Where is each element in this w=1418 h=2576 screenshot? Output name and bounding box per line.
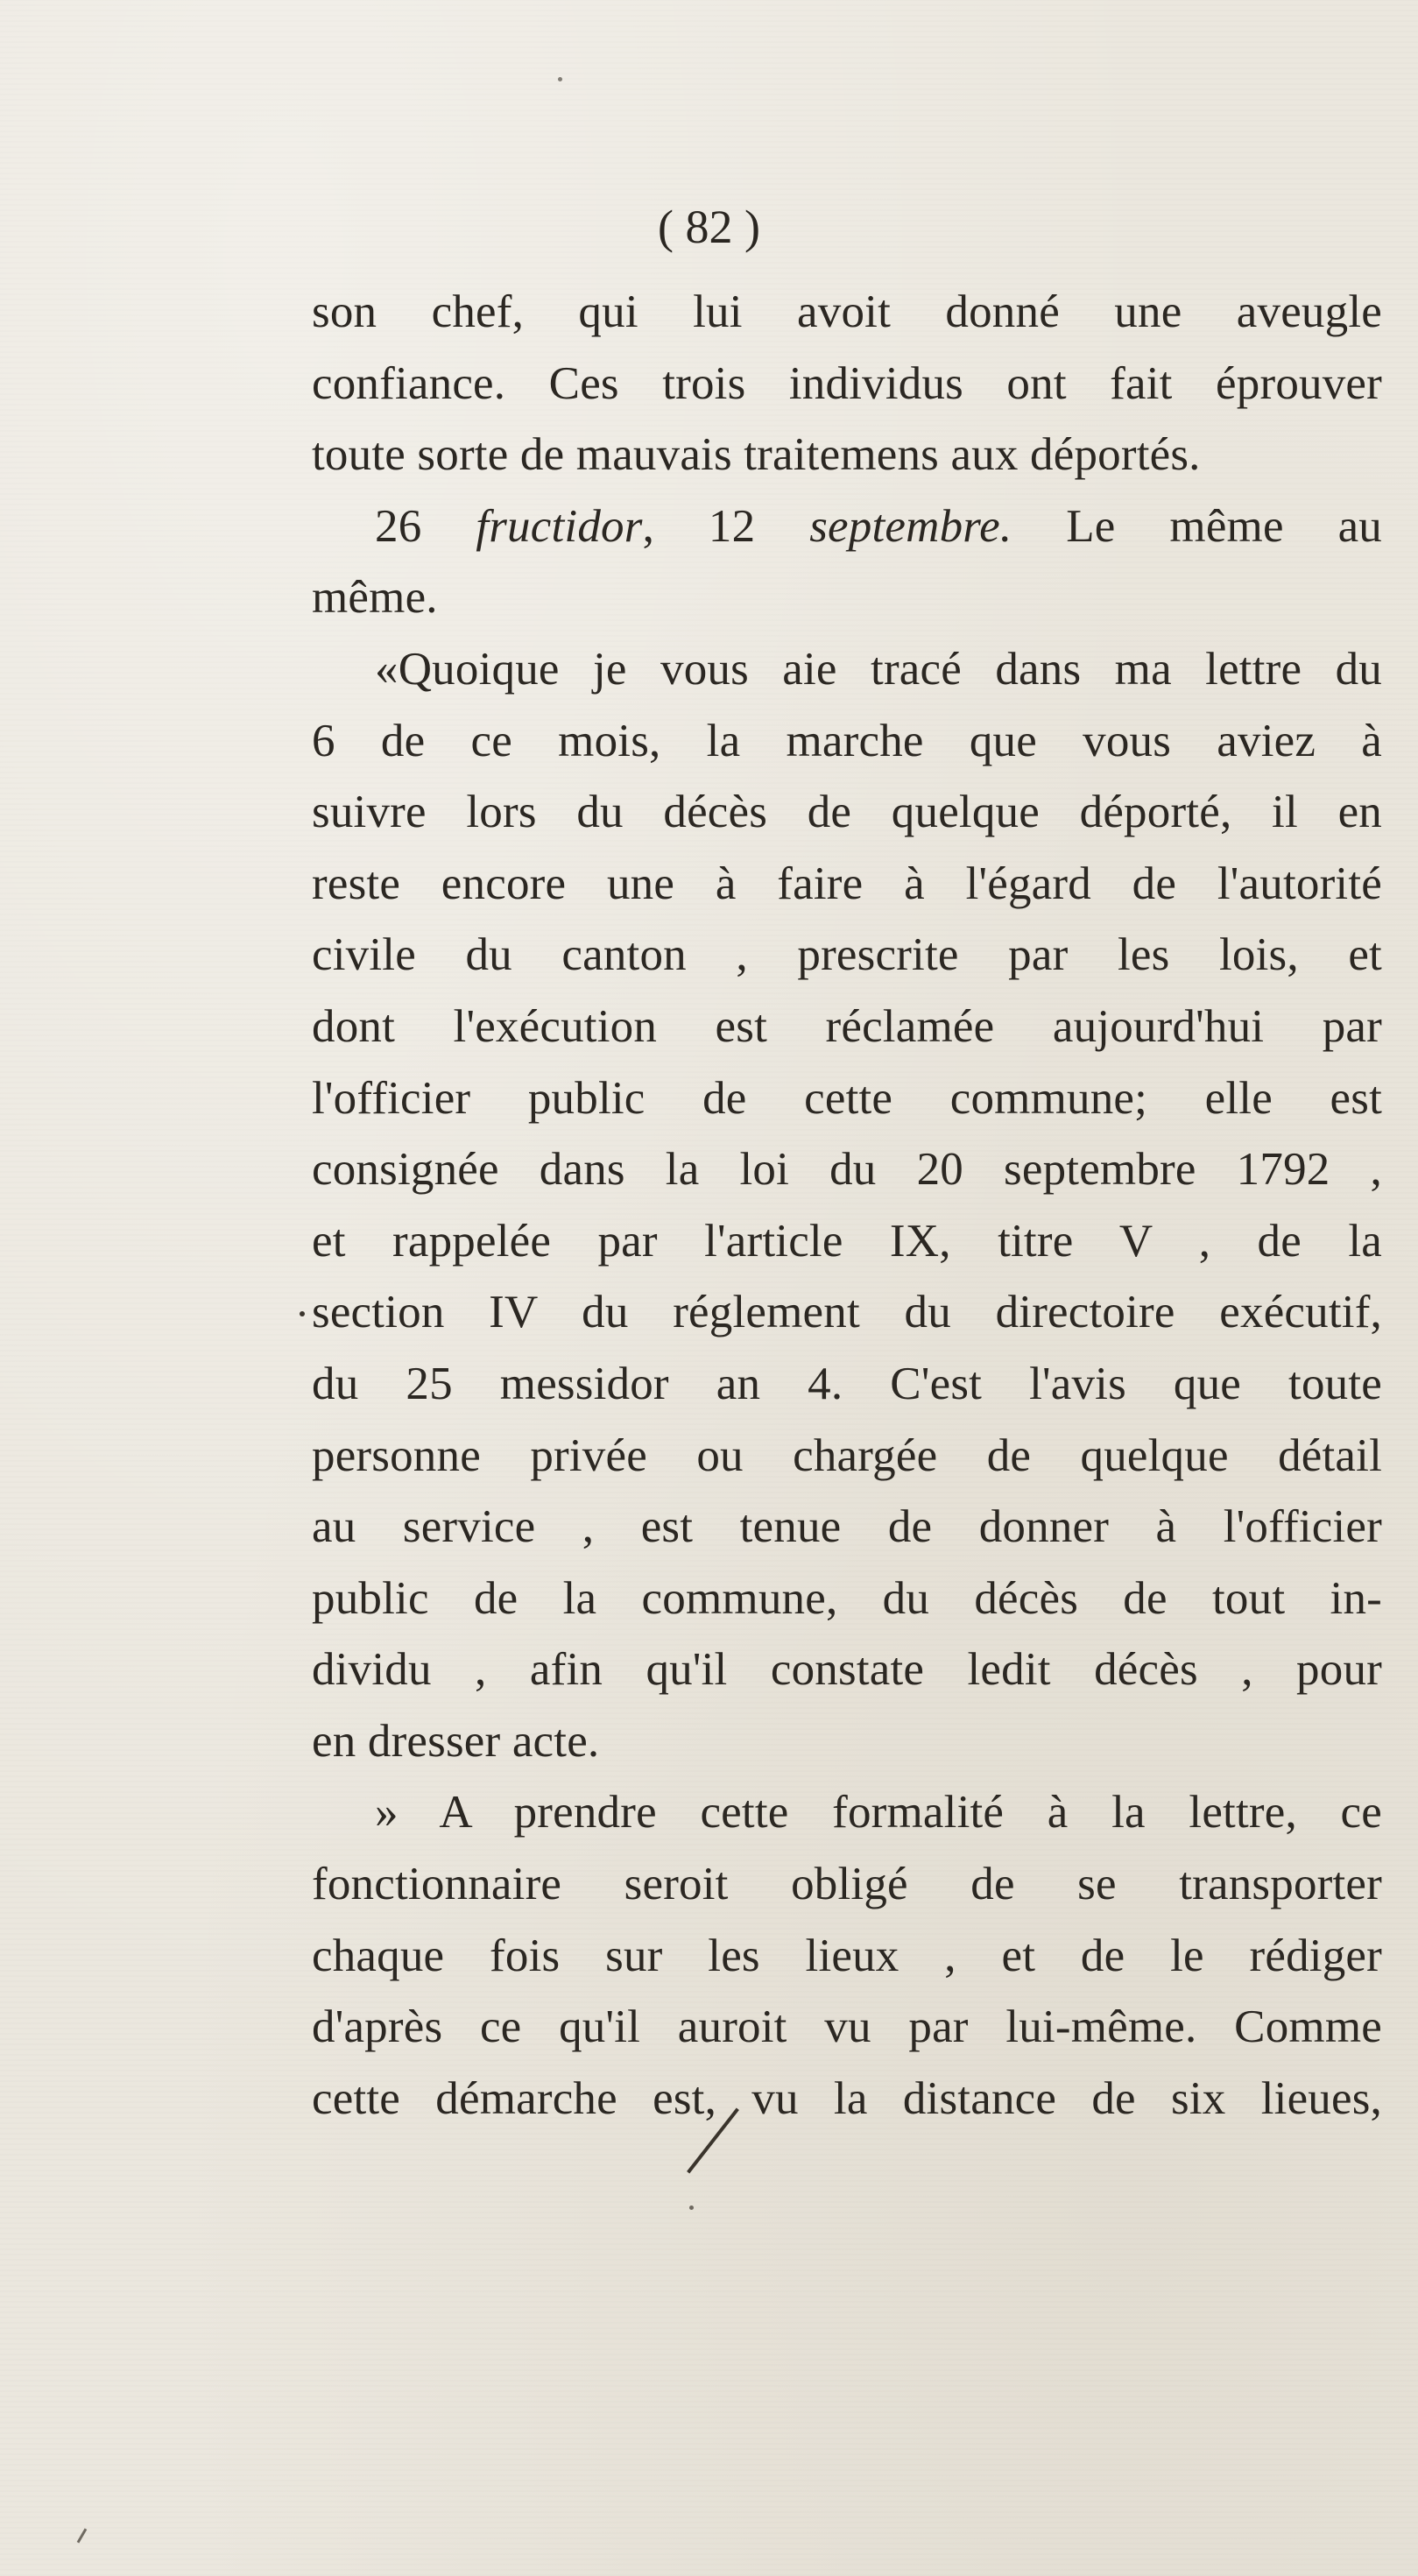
heading-sender: Le même au — [1012, 500, 1382, 552]
text-line: » A prendre cette formalité à la lettre, ce — [375, 1787, 1382, 1838]
ink-dot-mark — [558, 77, 562, 81]
text-line: cette démarche est, vu la distance de six lieues, — [312, 2072, 1382, 2124]
text-line: au service , est tenue de donner à l'officier — [312, 1501, 1382, 1553]
heading-day: 26 — [375, 500, 476, 552]
heading-month-republican: fructidor — [476, 500, 643, 552]
text-line: personne privée ou chargée de quelque détail — [312, 1429, 1382, 1481]
heading-month-gregorian: septembre. — [809, 500, 1012, 552]
text-line: chaque fois sur les lieux , et de le rédiger — [312, 1930, 1382, 1981]
text-line: son chef, qui lui avoit donné une aveugle — [312, 286, 1382, 337]
text-line: civile du canton , prescrite par les lois, et — [312, 929, 1382, 981]
page-number: ( 82 ) — [658, 201, 760, 253]
text-line: en dresser acte. — [312, 1715, 600, 1767]
text-line: dividu , afin qu'il constate ledit décès , pour — [312, 1644, 1382, 1696]
text-line: d'après ce qu'il auroit vu par lui-même. Comme — [312, 2001, 1382, 2053]
ink-dot-mark — [300, 1311, 305, 1316]
heading-day-gregorian: , 12 — [642, 500, 810, 552]
body-text — [312, 277, 1382, 2135]
text-line: et rappelée par l'article IX, titre V , de la — [312, 1215, 1382, 1267]
text-line: l'officier public de cette commune; elle est — [312, 1072, 1382, 1124]
text-line: suivre lors du décès de quelque déporté, il en — [312, 787, 1382, 838]
text-line: 6 de ce mois, la marche que vous aviez à — [312, 715, 1382, 766]
letter-heading-line — [312, 491, 1382, 563]
text-line: reste encore une à faire à l'égard de l'autorité — [312, 857, 1382, 909]
text-line: consignée dans la loi du 20 septembre 1792 , — [312, 1144, 1382, 1196]
text-line: public de la commune, du décès de tout in- — [312, 1572, 1382, 1624]
text-line: confiance. Ces trois individus ont fait éprouver — [312, 357, 1382, 409]
text-line: section IV du réglement du directoire exécutif, — [312, 1287, 1382, 1338]
text-line: même. — [312, 572, 438, 624]
pen-stroke-mark — [77, 2528, 88, 2543]
text-line: toute sorte de mauvais traitemens aux déportés. — [312, 429, 1201, 481]
text-line: fonctionnaire seroit obligé de se transporter — [312, 1859, 1382, 1910]
text-line: dont l'exécution est réclamée aujourd'hui par — [312, 1000, 1382, 1052]
text-line: «Quoique je vous aie tracé dans ma lettre du — [375, 643, 1382, 695]
ink-dot-mark — [689, 2205, 694, 2210]
text-line: du 25 messidor an 4. C'est l'avis que toute — [312, 1358, 1382, 1409]
